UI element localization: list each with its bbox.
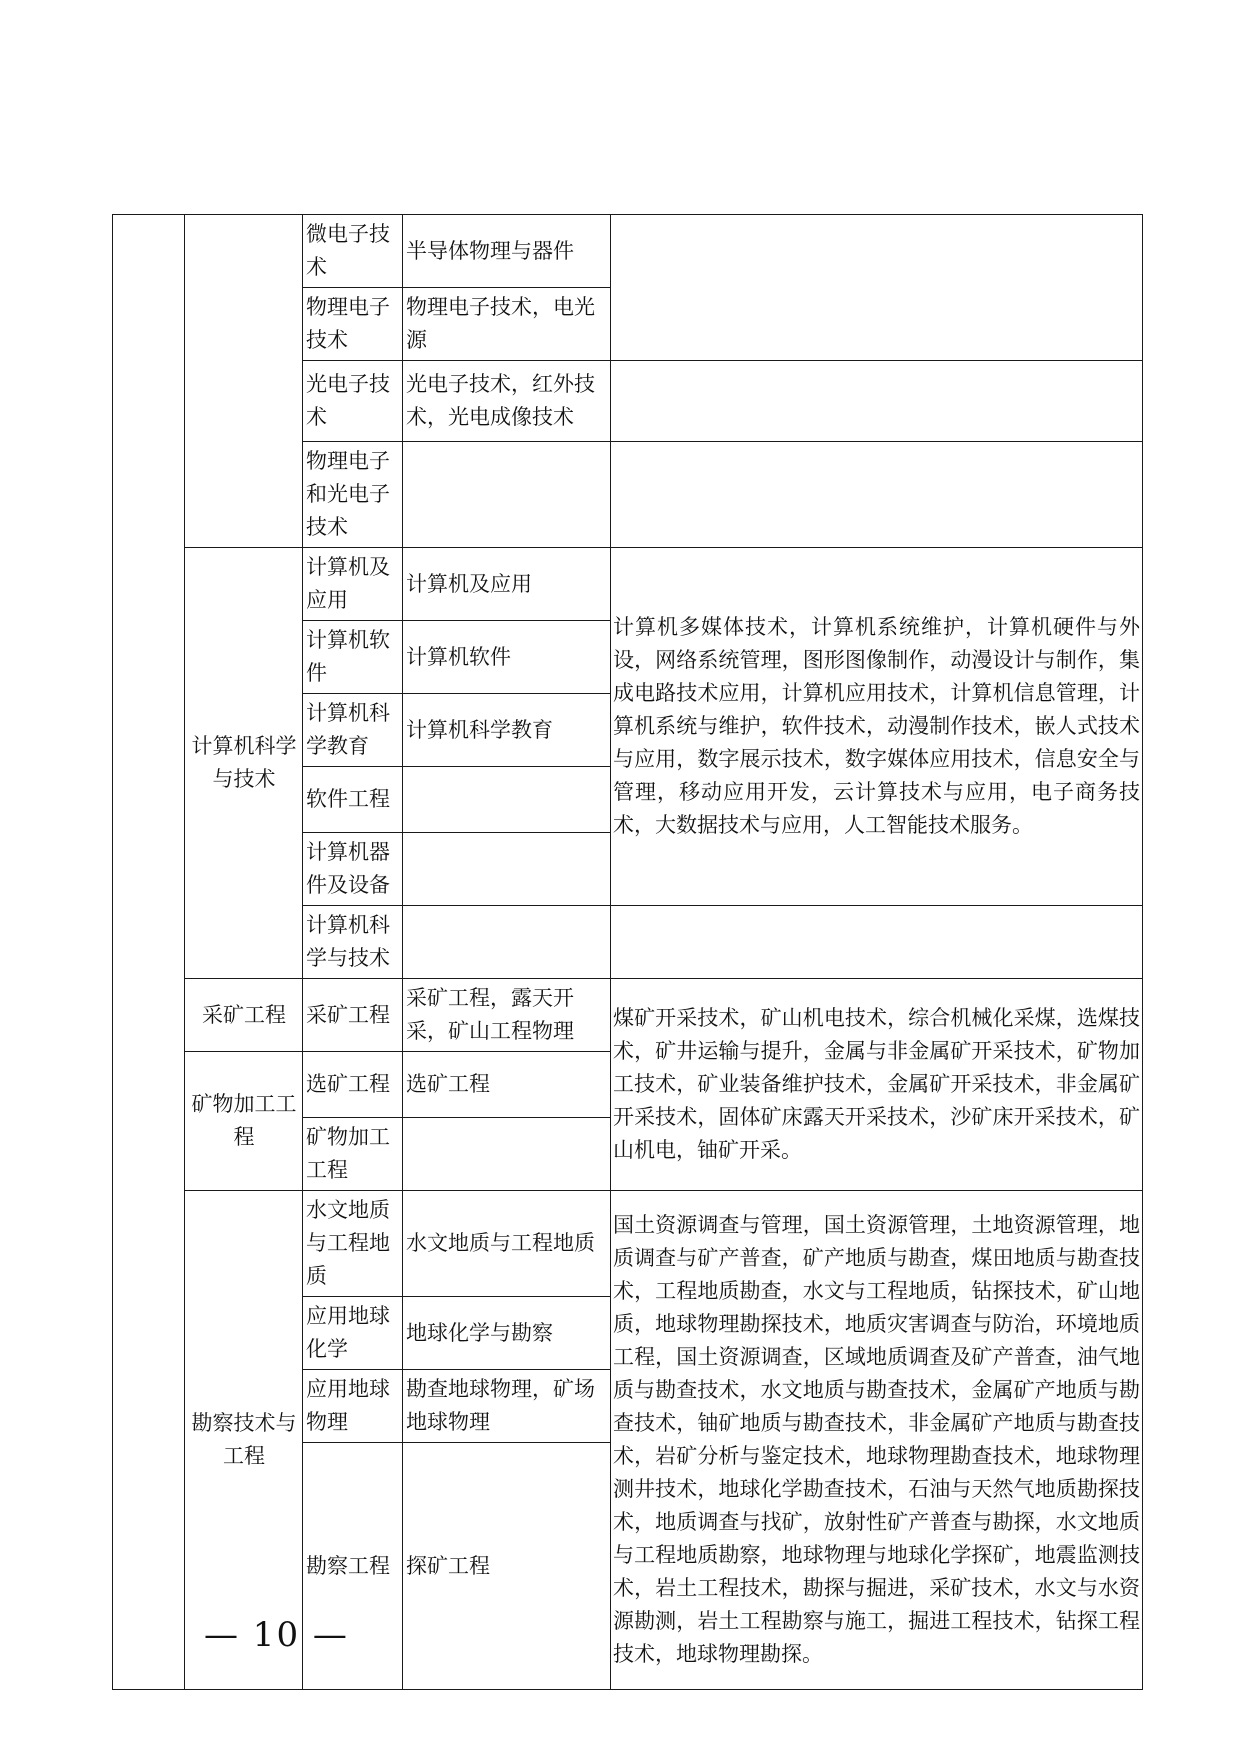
- related-major-cell: 水文地质与工程地质: [403, 1191, 611, 1297]
- related-major-cell: [403, 442, 611, 548]
- related-major-cell: [403, 767, 611, 833]
- major-cell: 计算机器件及设备: [303, 833, 403, 906]
- vocational-major-cell: [611, 361, 1143, 442]
- category-cell: 采矿工程: [185, 979, 303, 1052]
- major-cell: 软件工程: [303, 767, 403, 833]
- page-number: — 10 —: [204, 1615, 349, 1655]
- related-major-cell: 采矿工程，露天开采，矿山工程物理: [403, 979, 611, 1052]
- related-major-cell: 地球化学与勘察: [403, 1297, 611, 1370]
- major-cell: 计算机科学教育: [303, 694, 403, 767]
- category-cell: 计算机科学与技术: [185, 548, 303, 979]
- related-major-cell: [403, 906, 611, 979]
- vocational-major-cell: [611, 215, 1143, 361]
- major-cell: 采矿工程: [303, 979, 403, 1052]
- major-cell: 物理电子和光电子技术: [303, 442, 403, 548]
- vocational-major-cell: [611, 442, 1143, 548]
- major-catalog-table: [112, 214, 1143, 1690]
- related-major-cell: 半导体物理与器件: [403, 215, 611, 288]
- vocational-major-cell: 计算机多媒体技术，计算机系统维护，计算机硬件与外设，网络系统管理，图形图像制作，动漫设计与制作，集成电路技术应用，计算机应用技术，计算机信息管理，计算机系统与维护，软件技术，动漫制作技术，嵌人式技术与应用，数字展示技术，数字媒体应用技术，信息安全与管理，移动应用开发，云计算技术与应用，电子商务技术，大数据技术与应用，人工智能技术服务。: [611, 548, 1143, 906]
- related-major-cell: 探矿工程: [403, 1443, 611, 1690]
- major-cell: 计算机科学与技术: [303, 906, 403, 979]
- related-major-cell: 光电子技术，红外技术，光电成像技术: [403, 361, 611, 442]
- related-major-cell: 物理电子技术，电光源: [403, 288, 611, 361]
- vocational-major-cell: 国土资源调查与管理，国土资源管理，土地资源管理，地质调查与矿产普查，矿产地质与勘查，煤田地质与勘查技术，工程地质勘查，水文与工程地质，钻探技术，矿山地质，地球物理勘探技术，地质灾害调查与防治，环境地质工程，国土资源调查，区域地质调查及矿产普查，油气地质与勘查技术，水文地质与勘查技术，金属矿产地质与勘查技术，铀矿地质与勘查技术，非金属矿产地质与勘查技术，岩矿分析与鉴定技术，地球物理勘查技术，地球物理测井技术，地球化学勘查技术，石油与天然气地质勘探技术，地质调查与找矿，放射性矿产普查与勘探，水文地质与工程地质勘察，地球物理与地球化学探矿，地震监测技术，岩土工程技术，勘探与掘进，采矿技术，水文与水资源勘测，岩土工程勘察与施工，掘进工程技术，钻探工程技术，地球物理勘探。: [611, 1191, 1143, 1690]
- category-cell: [185, 215, 303, 548]
- major-cell: 计算机软件: [303, 621, 403, 694]
- related-major-cell: 勘查地球物理，矿场地球物理: [403, 1370, 611, 1443]
- vocational-major-cell: 煤矿开采技术，矿山机电技术，综合机械化采煤，选煤技术，矿井运输与提升，金属与非金属矿开采技术，矿物加工技术，矿业装备维护技术，金属矿开采技术，非金属矿开采技术，固体矿床露天开采技术，沙矿床开采技术，矿山机电，铀矿开采。: [611, 979, 1143, 1191]
- related-major-cell: 计算机及应用: [403, 548, 611, 621]
- discipline-cell: [113, 215, 185, 1690]
- related-major-cell: 计算机科学教育: [403, 694, 611, 767]
- major-cell: 应用地球化学: [303, 1297, 403, 1370]
- major-cell: 光电子技术: [303, 361, 403, 442]
- related-major-cell: [403, 1118, 611, 1191]
- major-cell: 矿物加工工程: [303, 1118, 403, 1191]
- vocational-major-cell: [611, 906, 1143, 979]
- major-cell: 选矿工程: [303, 1052, 403, 1118]
- major-cell: 应用地球物理: [303, 1370, 403, 1443]
- related-major-cell: [403, 833, 611, 906]
- major-cell: 物理电子技术: [303, 288, 403, 361]
- related-major-cell: 计算机软件: [403, 621, 611, 694]
- related-major-cell: 选矿工程: [403, 1052, 611, 1118]
- category-cell: 矿物加工工程: [185, 1052, 303, 1191]
- major-cell: 计算机及应用: [303, 548, 403, 621]
- major-cell: 水文地质与工程地质: [303, 1191, 403, 1297]
- major-cell: 微电子技术: [303, 215, 403, 288]
- major-cell: 勘察工程: [303, 1443, 403, 1690]
- category-cell: 勘察技术与工程: [185, 1191, 303, 1690]
